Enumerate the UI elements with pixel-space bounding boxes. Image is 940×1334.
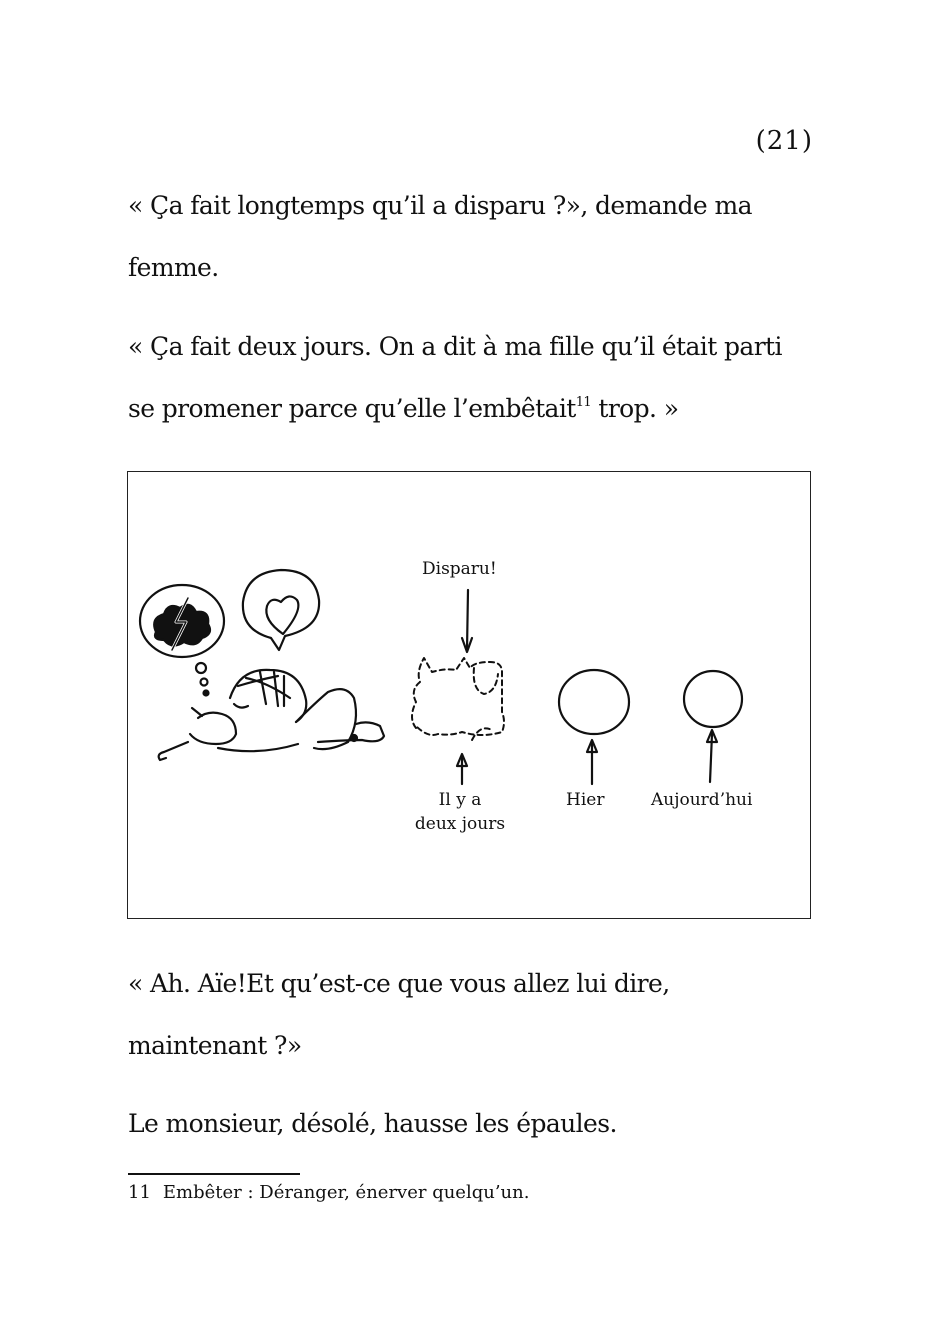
- arrow-down-icon: [462, 590, 472, 652]
- paragraph-line: « Ça fait longtemps qu’il a disparu ?», demande ma: [128, 191, 752, 220]
- paragraph-1: [128, 175, 752, 299]
- label-two-days-ago-line-1: Il y a: [438, 790, 482, 810]
- page-number: (21): [755, 126, 813, 156]
- footnote-text: Embêter : Déranger, énerver quelqu’un.: [162, 1182, 530, 1203]
- paragraph-line: « Ça fait deux jours. On a dit à ma fille qu’il était parti: [128, 332, 782, 361]
- paragraph-line: [128, 378, 782, 440]
- footnote-reference[interactable]: 11: [575, 395, 592, 410]
- label-disappeared: Disparu!: [422, 559, 497, 579]
- footnote: [128, 1182, 529, 1203]
- label-two-days-ago: [408, 788, 512, 836]
- paragraph-3: [128, 953, 670, 1077]
- paragraph-line: maintenant ?»: [128, 1031, 302, 1060]
- label-today: Aujourd’hui: [651, 790, 753, 810]
- angry-thought-bubble-icon: [140, 585, 224, 696]
- paragraph-text: se promener parce qu’elle l’embêtait: [128, 394, 576, 423]
- paragraph-line: « Ah. Aïe!Et qu’est-ce que vous allez lui dire,: [128, 969, 670, 998]
- girl-with-cat-drawing: [159, 670, 384, 760]
- empty-circle-yesterday-icon: [559, 670, 629, 784]
- arrow-up-icon: [457, 754, 467, 784]
- missing-cat-outline-icon: [412, 658, 504, 740]
- paragraph-line: femme.: [128, 253, 219, 282]
- footnote-divider: [128, 1173, 300, 1175]
- paragraph-2: [128, 316, 782, 440]
- empty-circle-today-icon: [684, 671, 742, 782]
- paragraph-text: trop. »: [591, 394, 679, 423]
- label-yesterday: Hier: [566, 790, 605, 810]
- illustration-drawing: [128, 472, 812, 920]
- label-two-days-ago-line-2: deux jours: [414, 814, 506, 834]
- heart-speech-bubble-icon: [243, 570, 319, 650]
- illustration-frame: [127, 471, 811, 919]
- footnote-number: 11: [128, 1182, 151, 1203]
- paragraph-line: Le monsieur, désolé, hausse les épaules.: [128, 1109, 617, 1138]
- paragraph-4: [128, 1093, 617, 1155]
